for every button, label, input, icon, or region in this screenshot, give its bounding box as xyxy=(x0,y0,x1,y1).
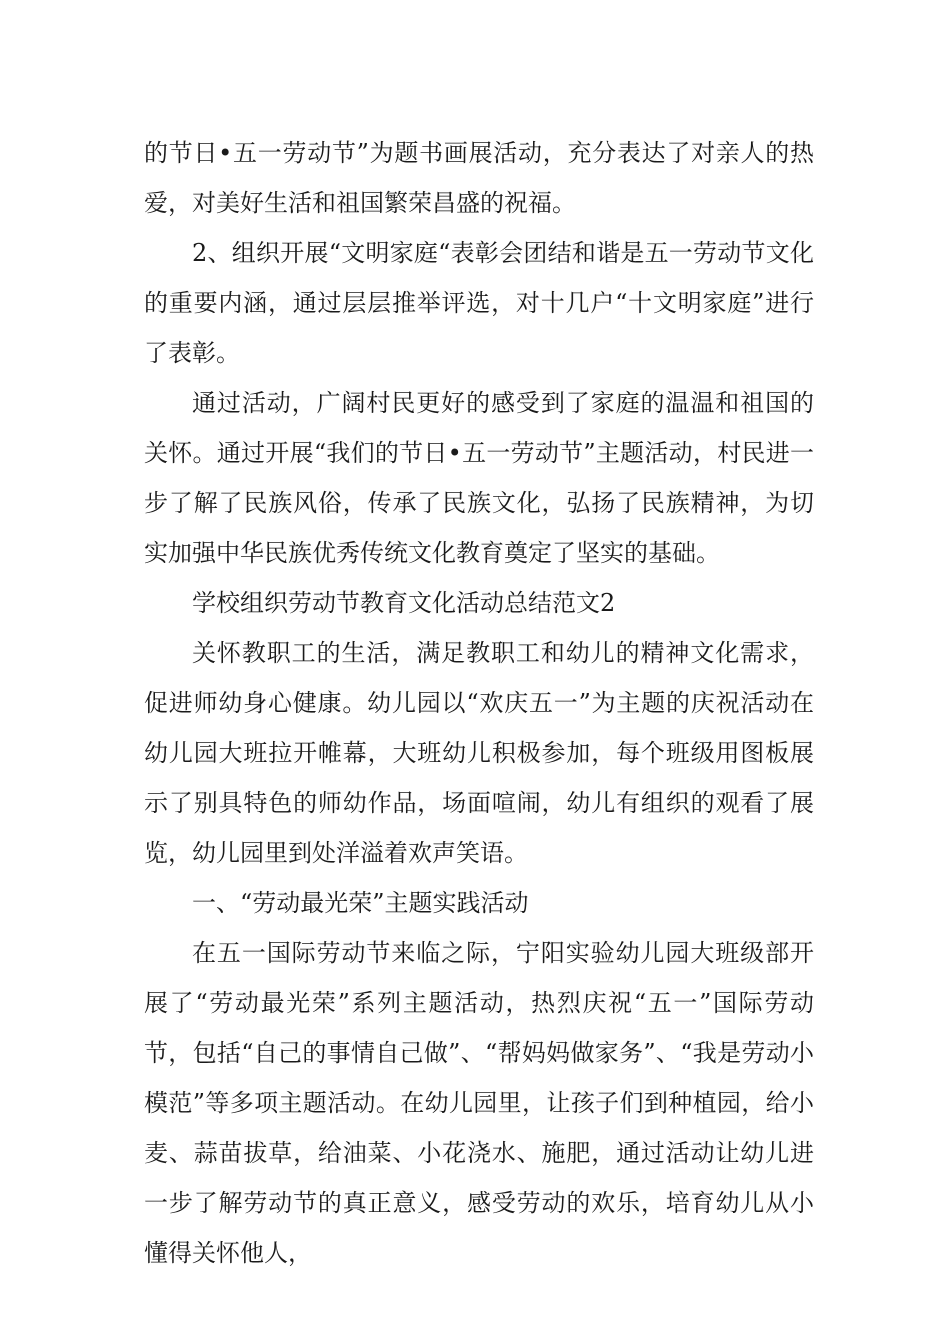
paragraph-2: 2、组织开展“文明家庭“表彰会团结和谐是五一劳动节文化的重要内涵，通过层层推举评选，对十几户“十文明家庭”进行了表彰。 xyxy=(144,239,814,367)
paragraph-5: 在五一国际劳动节来临之际，宁阳实验幼儿园大班级部开展了“劳动最光荣”系列主题活动，热烈庆祝“五一”国际劳动节，包括“自己的事情自己做”、“帮妈妈做家务”、“我是劳动小模范”等多项主题活动。在幼儿园里，让孩子们到种植园，给小麦、蒜苗拔草，给油菜、小花浇水、施肥，通过活动让幼儿进一步了解劳动节的真正意义，感受劳动的欢乐，培育幼儿从小懂得关怀他人， xyxy=(144,939,814,1267)
document-body xyxy=(144,128,814,1278)
section-title: 学校组织劳动节教育文化活动总结范文2 xyxy=(192,589,616,617)
paragraph-3: 通过活动，广阔村民更好的感受到了家庭的温温和祖国的关怀。通过开展“我们的节日•五一劳动节”主题活动，村民进一步了解了民族风俗，传承了民族文化，弘扬了民族精神，为切实加强中华民族优秀传统文化教育奠定了坚实的基础。 xyxy=(144,389,814,567)
paragraph-4: 关怀教职工的生活，满足教职工和幼儿的精神文化需求，促进师幼身心健康。幼儿园以“欢庆五一”为主题的庆祝活动在幼儿园大班拉开帷幕，大班幼儿积极参加，每个班级用图板展示了别具特色的师幼作品，场面喧闹，幼儿有组织的观看了展览，幼儿园里到处洋溢着欢声笑语。 xyxy=(144,639,814,867)
subsection-heading: 一、“劳动最光荣”主题实践活动 xyxy=(192,889,529,917)
paragraph-1: 的节日•五一劳动节”为题书画展活动，充分表达了对亲人的热爱，对美好生活和祖国繁荣昌盛的祝福。 xyxy=(144,139,814,217)
